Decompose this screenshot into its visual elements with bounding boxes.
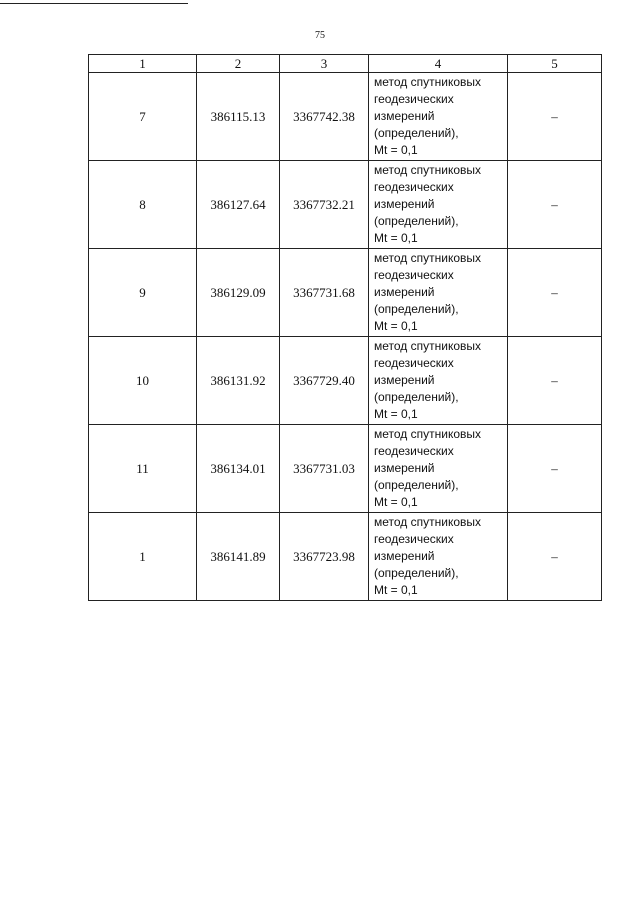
method-line: измерений [374,285,435,299]
method-line: измерений [374,461,435,475]
method-line: измерений [374,549,435,563]
method-line: Mt = 0,1 [374,143,418,157]
top-left-rule [0,3,188,4]
method-line: метод спутниковых [374,163,482,177]
point-number: 1 [89,513,197,601]
method-line: (определений), [374,126,459,140]
coordinate-y: 3367731.68 [280,249,369,337]
coordinate-y: 3367731.03 [280,425,369,513]
header-cell-3: 3 [280,55,369,73]
note-cell: – [508,425,602,513]
point-number: 9 [89,249,197,337]
coordinate-x: 386115.13 [197,73,280,161]
point-number: 8 [89,161,197,249]
method-line: геодезических [374,92,454,106]
table-row [89,513,602,601]
coordinate-x: 386129.09 [197,249,280,337]
header-row [89,55,602,73]
method-cell [369,73,508,161]
coordinate-y: 3367742.38 [280,73,369,161]
method-line: метод спутниковых [374,515,482,529]
point-number: 7 [89,73,197,161]
header-cell-4: 4 [369,55,508,73]
table-row [89,249,602,337]
method-line: геодезических [374,180,454,194]
table-row [89,425,602,513]
method-line: Mt = 0,1 [374,319,418,333]
note-cell: – [508,73,602,161]
method-cell [369,425,508,513]
table-row [89,161,602,249]
header-cell-5: 5 [508,55,602,73]
method-line: Mt = 0,1 [374,495,418,509]
table-row [89,337,602,425]
coordinate-x: 386134.01 [197,425,280,513]
method-line: геодезических [374,268,454,282]
method-line: геодезических [374,356,454,370]
coordinate-y: 3367732.21 [280,161,369,249]
method-cell [369,249,508,337]
method-line: (определений), [374,566,459,580]
table-row [89,73,602,161]
note-cell: – [508,337,602,425]
coordinate-y: 3367723.98 [280,513,369,601]
point-number: 11 [89,425,197,513]
coordinate-x: 386141.89 [197,513,280,601]
note-cell: – [508,161,602,249]
method-line: геодезических [374,532,454,546]
method-line: Mt = 0,1 [374,407,418,421]
method-line: Mt = 0,1 [374,231,418,245]
method-line: метод спутниковых [374,75,482,89]
page-number: 75 [315,30,325,41]
method-line: (определений), [374,478,459,492]
method-cell [369,337,508,425]
coordinates-table [88,54,602,601]
coordinate-y: 3367729.40 [280,337,369,425]
method-line: Mt = 0,1 [374,583,418,597]
method-cell [369,513,508,601]
method-line: метод спутниковых [374,251,482,265]
method-line: измерений [374,109,435,123]
method-line: измерений [374,197,435,211]
header-cell-1: 1 [89,55,197,73]
point-number: 10 [89,337,197,425]
method-line: метод спутниковых [374,339,482,353]
method-line: (определений), [374,302,459,316]
coordinate-x: 386127.64 [197,161,280,249]
method-line: измерений [374,373,435,387]
header-cell-2: 2 [197,55,280,73]
method-line: геодезических [374,444,454,458]
note-cell: – [508,249,602,337]
coordinate-x: 386131.92 [197,337,280,425]
note-cell: – [508,513,602,601]
method-line: (определений), [374,214,459,228]
method-line: (определений), [374,390,459,404]
method-line: метод спутниковых [374,427,482,441]
method-cell [369,161,508,249]
